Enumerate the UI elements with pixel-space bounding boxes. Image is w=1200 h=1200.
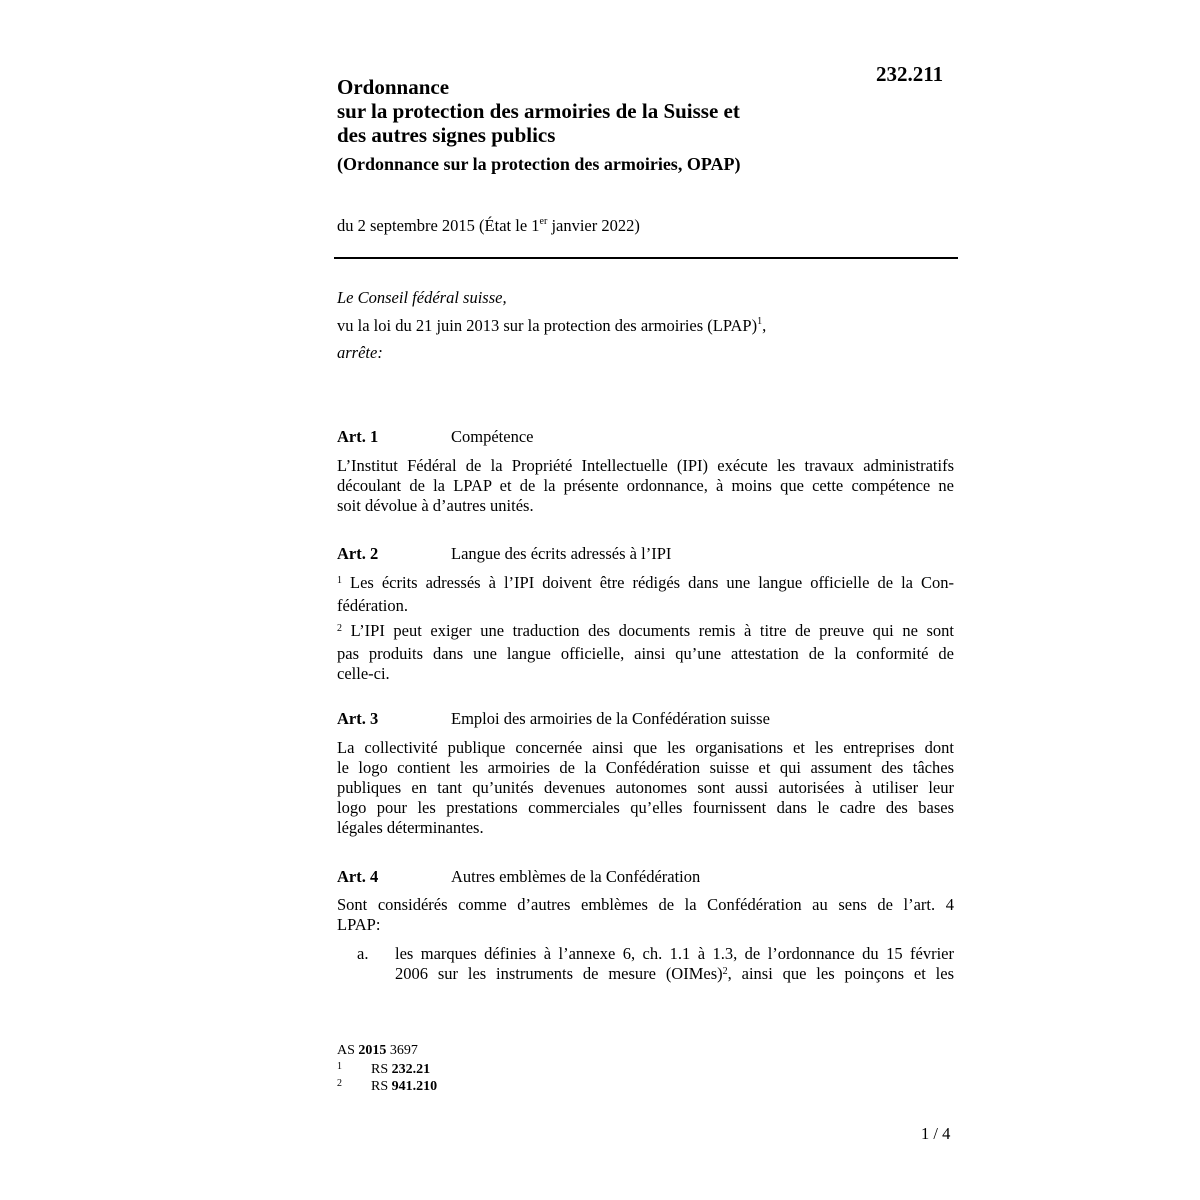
date-suffix: janvier 2022) xyxy=(547,216,640,235)
article-3-text xyxy=(337,738,954,838)
text-line: Sont considérés comme d’autres emblèmes de la Confédération au sens de l’art. 4 xyxy=(337,895,954,914)
list-item xyxy=(337,944,954,987)
footnote-1 xyxy=(337,1062,430,1078)
article-number: Art. 2 xyxy=(337,544,379,563)
paragraph-number: 2 xyxy=(337,623,342,634)
date-superscript: er xyxy=(539,215,548,227)
article-heading: Autres emblèmes de la Confédération xyxy=(451,867,701,886)
line-text: 2006 sur les instruments de mesure (OIMes) xyxy=(395,964,723,983)
article-3-header xyxy=(337,709,957,729)
text-line: le logo contient les armoiries de la Confédération suisse et qui assument des tâches xyxy=(337,758,954,777)
footnote-number: 1 xyxy=(337,1061,342,1072)
line-text: , ainsi que les poinçons et les xyxy=(727,964,954,983)
list-item-body xyxy=(395,944,954,987)
footnote-ref-link[interactable]: 941.210 xyxy=(391,1079,438,1094)
text-line: légales déterminantes. xyxy=(337,818,484,837)
article-2-paragraph-2 xyxy=(337,621,954,684)
text-line: publiques en tant qu’unités devenues autonomes sont aussi autorisées à utiliser leur xyxy=(337,778,954,797)
paragraph-text: Les écrits adressés à l’IPI doivent être rédigés dans une langue officielle de la Con- xyxy=(342,573,954,592)
article-4-text xyxy=(337,895,954,935)
article-heading: Compétence xyxy=(451,427,534,446)
text-line: logo pour les prestations commerciales qu’elles fournissent dans le cadre des bases xyxy=(337,798,954,817)
date-prefix: du 2 septembre 2015 (État le 1 xyxy=(337,216,540,235)
title-line: des autres signes publics xyxy=(337,123,556,147)
article-2-paragraph-1 xyxy=(337,573,954,616)
text-line: LPAP: xyxy=(337,915,381,934)
date-line xyxy=(337,216,640,236)
text-line: découlant de la LPAP et de la présente ordonnance, à moins que cette compétence ne xyxy=(337,476,954,495)
article-1-text xyxy=(337,456,954,516)
text-line xyxy=(337,573,954,596)
article-heading: Langue des écrits adressés à l’IPI xyxy=(451,544,672,563)
preamble-basis-text: vu la loi du 21 juin 2013 sur la protection des armoiries (LPAP) xyxy=(337,316,758,335)
footnote-prefix: RS xyxy=(371,1079,392,1094)
article-1-header xyxy=(337,427,957,447)
as-page: 3697 xyxy=(386,1043,418,1058)
footnote-ref-link[interactable]: 232.21 xyxy=(391,1062,431,1077)
text-line: celle-ci. xyxy=(337,664,390,683)
footnote-ref[interactable]: 2 xyxy=(722,966,728,977)
paragraph-number: 1 xyxy=(337,575,342,586)
footnote-ref[interactable]: 1 xyxy=(757,315,763,327)
list-letter: a. xyxy=(357,944,369,963)
footnote-2 xyxy=(337,1079,437,1095)
text-line: soit dévolue à d’autres unités. xyxy=(337,496,534,515)
text-line: fédération. xyxy=(337,596,409,615)
title-divider xyxy=(334,257,958,259)
article-2-header xyxy=(337,544,957,564)
text-line xyxy=(337,621,954,644)
document-title xyxy=(337,75,740,147)
official-compilation-ref xyxy=(337,1043,418,1059)
preamble-basis-end: , xyxy=(762,316,767,335)
article-number: Art. 4 xyxy=(337,867,379,886)
title-line: sur la protection des armoiries de la Suisse et xyxy=(337,99,740,123)
footnote-number: 2 xyxy=(337,1078,342,1089)
text-line: les marques définies à l’annexe 6, ch. 1.1 à 1.3, de l’ordonnance du 15 février xyxy=(395,944,954,963)
paragraph-text: L’IPI peut exiger une traduction des documents remis à titre de preuve qui ne sont xyxy=(342,621,954,640)
page-number: 1 / 4 xyxy=(921,1124,951,1143)
as-prefix: AS xyxy=(337,1043,359,1058)
article-number: Art. 3 xyxy=(337,709,379,728)
title-line: Ordonnance xyxy=(337,75,450,99)
article-heading: Emploi des armoiries de la Confédération suisse xyxy=(451,709,770,728)
text-line: pas produits dans une langue officielle, ainsi qu’une attestation de la conformité de xyxy=(337,644,954,663)
as-year: 2015 xyxy=(358,1043,387,1058)
preamble-authority: Le Conseil fédéral suisse, xyxy=(337,288,507,307)
text-line: L’Institut Fédéral de la Propriété Intellectuelle (IPI) exécute les travaux administratifs xyxy=(337,456,954,475)
footnote-prefix: RS xyxy=(371,1062,392,1077)
preamble-basis xyxy=(337,316,957,336)
article-number: Art. 1 xyxy=(337,427,379,446)
text-line xyxy=(395,964,954,987)
preamble-decrees: arrête: xyxy=(337,343,383,362)
text-line: La collectivité publique concernée ainsi que les organisations et les entreprises dont xyxy=(337,738,954,757)
article-4-header xyxy=(337,867,957,887)
document-number: 232.211 xyxy=(876,62,944,86)
short-title: (Ordonnance sur la protection des armoiries, OPAP) xyxy=(337,154,741,174)
